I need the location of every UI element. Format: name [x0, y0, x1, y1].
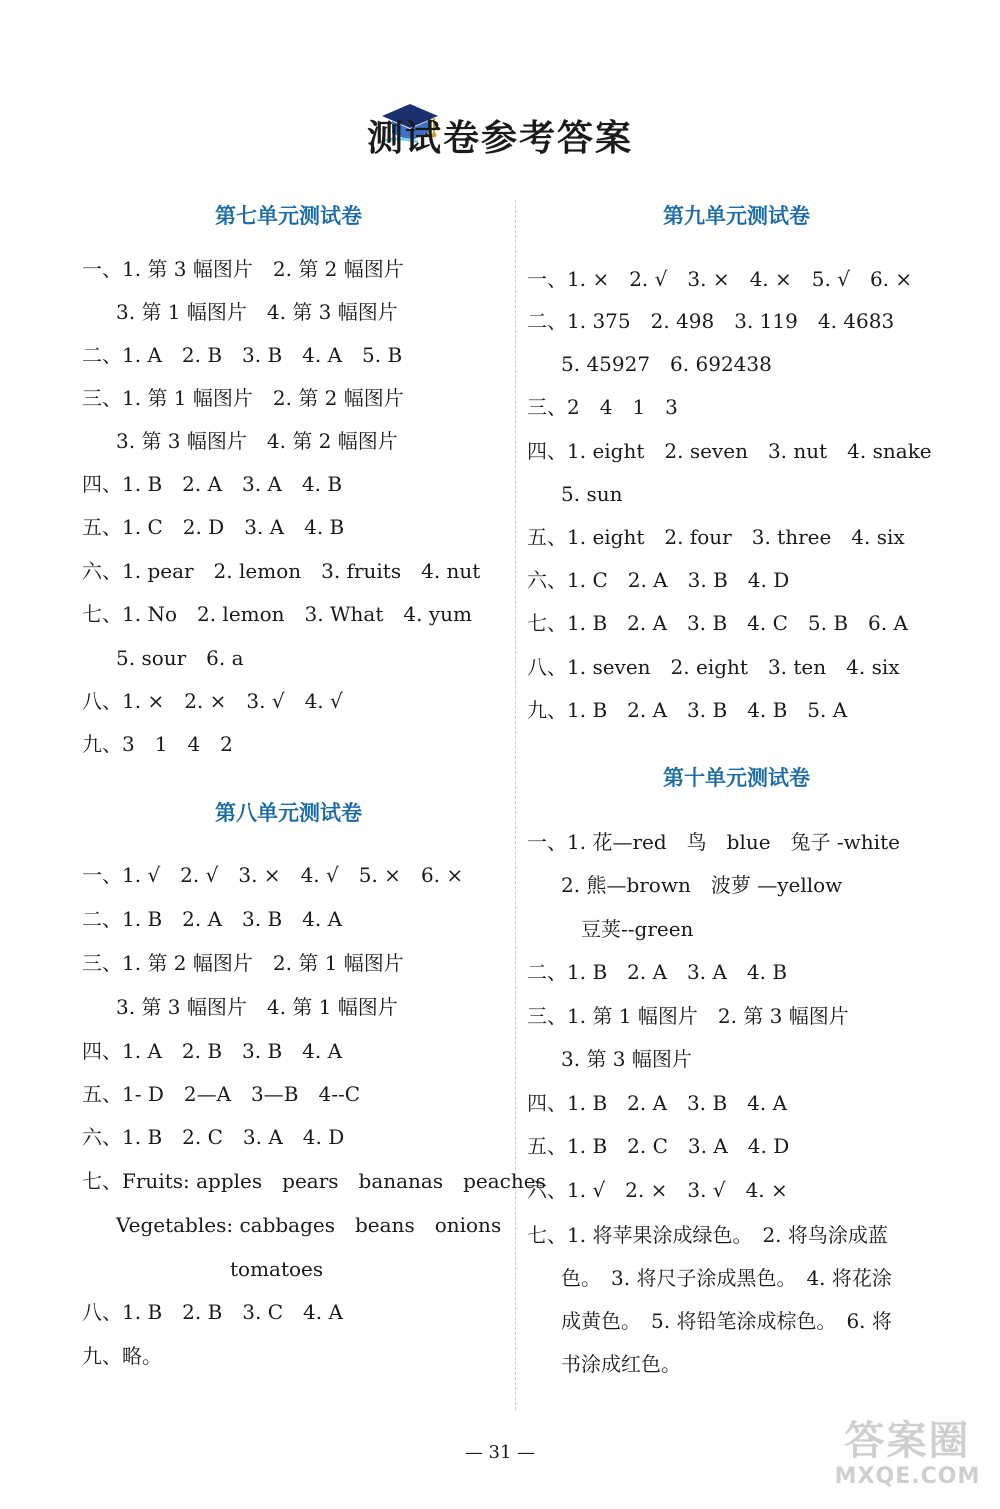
answer-line: 四、1. B 2. A 3. A 4. B — [82, 472, 343, 496]
answer-line: 2. 熊—brown 波萝 —yellow — [561, 873, 843, 897]
answer-line: 一、1. 第 3 幅图片 2. 第 2 幅图片 — [82, 257, 404, 281]
section-title-unit8: 第八单元测试卷 — [215, 801, 362, 825]
answer-line: 九、1. B 2. A 3. B 4. B 5. A — [527, 698, 848, 722]
answer-line: 二、1. B 2. A 3. A 4. B — [527, 960, 788, 984]
page-title: 测试卷参考答案 — [366, 118, 633, 159]
answer-line: 六、1. C 2. A 3. B 4. D — [527, 568, 790, 592]
answer-line: 5. 45927 6. 692438 — [561, 352, 772, 376]
answer-line: 七、1. B 2. A 3. B 4. C 5. B 6. A — [527, 611, 908, 635]
answer-line: 成黄色。 5. 将铅笔涂成棕色。 6. 将 — [561, 1309, 892, 1333]
answer-line: 六、1. B 2. C 3. A 4. D — [82, 1125, 345, 1149]
answer-line: 五、1- D 2—A 3—B 4--C — [82, 1082, 361, 1106]
answer-line: tomatoes — [230, 1257, 324, 1281]
answer-line: 四、1. B 2. A 3. B 4. A — [527, 1091, 788, 1115]
answer-line: 三、1. 第 1 幅图片 2. 第 3 幅图片 — [527, 1004, 849, 1028]
answer-line: 五、1. eight 2. four 3. three 4. six — [527, 525, 905, 549]
answer-line: 一、1. × 2. √ 3. × 4. × 5. √ 6. × — [527, 267, 913, 291]
watermark-url: MXQE.COM — [834, 1464, 981, 1489]
answer-line: 三、1. 第 1 幅图片 2. 第 2 幅图片 — [82, 386, 404, 410]
answer-line: 六、1. √ 2. × 3. √ 4. × — [527, 1178, 788, 1202]
answer-line: 三、1. 第 2 幅图片 2. 第 1 幅图片 — [82, 951, 404, 975]
answer-line: 3. 第 3 幅图片 — [561, 1047, 692, 1071]
answer-line: 七、1. No 2. lemon 3. What 4. yum — [82, 602, 472, 626]
answer-line: 七、1. 将苹果涂成绿色。 2. 将鸟涂成蓝 — [527, 1223, 888, 1247]
answer-line: 六、1. pear 2. lemon 3. fruits 4. nut — [82, 559, 481, 583]
page-number: — 31 — — [464, 1442, 536, 1463]
answer-line: 3. 第 3 幅图片 4. 第 1 幅图片 — [116, 995, 398, 1019]
answer-line: 七、Fruits: apples pears bananas peaches — [82, 1169, 546, 1193]
section-title-unit10: 第十单元测试卷 — [663, 766, 810, 790]
answer-line: 四、1. A 2. B 3. B 4. A — [82, 1039, 343, 1063]
answer-line: 三、2 4 1 3 — [527, 395, 678, 419]
answer-line: Vegetables: cabbages beans onions — [116, 1213, 502, 1237]
answer-line: 二、1. A 2. B 3. B 4. A 5. B — [82, 343, 403, 367]
watermark-logo — [825, 1418, 990, 1500]
answer-line: 豆荚--green — [581, 917, 694, 941]
column-divider — [515, 200, 516, 1410]
answer-line: 九、略。 — [82, 1344, 162, 1368]
section-title-unit9: 第九单元测试卷 — [663, 204, 810, 228]
answer-line: 九、3 1 4 2 — [82, 732, 233, 756]
answer-line: 四、1. eight 2. seven 3. nut 4. snake — [527, 439, 932, 463]
watermark-text: 答案圈 — [844, 1418, 971, 1464]
answer-line: 五、1. C 2. D 3. A 4. B — [82, 515, 345, 539]
answer-line: 八、1. × 2. × 3. √ 4. √ — [82, 689, 343, 713]
answer-line: 二、1. B 2. A 3. B 4. A — [82, 907, 343, 931]
answer-line: 色。 3. 将尺子涂成黑色。 4. 将花涂 — [561, 1266, 892, 1290]
answer-line: 二、1. 375 2. 498 3. 119 4. 4683 — [527, 309, 895, 333]
answer-line: 3. 第 1 幅图片 4. 第 3 幅图片 — [116, 300, 398, 324]
section-title-unit7: 第七单元测试卷 — [215, 204, 362, 228]
answer-line: 3. 第 3 幅图片 4. 第 2 幅图片 — [116, 429, 398, 453]
answer-line: 书涂成红色。 — [561, 1352, 681, 1376]
answer-line: 八、1. B 2. B 3. C 4. A — [82, 1300, 343, 1324]
answer-line: 5. sour 6. a — [116, 646, 244, 670]
answer-line: 一、1. 花—red 鸟 blue 兔子 -white — [527, 830, 900, 854]
answer-line: 五、1. B 2. C 3. A 4. D — [527, 1134, 790, 1158]
answer-line: 八、1. seven 2. eight 3. ten 4. six — [527, 655, 900, 679]
answer-line: 一、1. √ 2. √ 3. × 4. √ 5. × 6. × — [82, 863, 464, 887]
answer-line: 5. sun — [561, 482, 623, 506]
